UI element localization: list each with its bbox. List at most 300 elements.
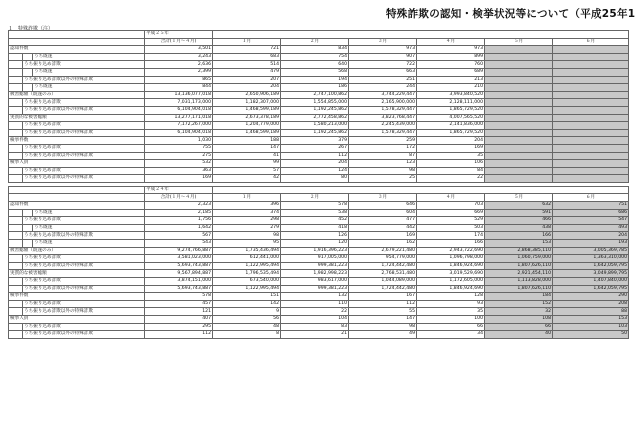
- month-cell: 1,642,059,795: [553, 262, 629, 270]
- total-cell: 3,581,023,000: [145, 255, 213, 263]
- month-cell: 120: [281, 240, 349, 248]
- table-row: [9, 61, 629, 69]
- month-cell: 57: [213, 167, 281, 175]
- table-row: [9, 202, 629, 210]
- month-cell: 80: [281, 175, 349, 183]
- indent-cell: [9, 61, 23, 69]
- month-cell: 1,724,442,480: [349, 262, 417, 270]
- month-cell: 999,381,223: [281, 285, 349, 293]
- indent-cell: [9, 217, 23, 225]
- table-row: [9, 68, 629, 76]
- year-row: [9, 31, 629, 39]
- month-cell: 1,468,599,189: [213, 106, 281, 114]
- month-cell: 66: [417, 323, 485, 331]
- row-label: うち既遂: [33, 224, 145, 232]
- month-cell: 1,916,396,223: [281, 247, 349, 255]
- total-cell: 3,501: [145, 46, 213, 54]
- total-cell: 567: [145, 232, 213, 240]
- blank-cell: [213, 31, 629, 39]
- table-row: [9, 84, 629, 92]
- month-cell: [553, 99, 629, 107]
- indent-cell: [9, 331, 23, 339]
- month-cell: 32: [485, 308, 553, 316]
- month-cell: 204: [213, 84, 281, 92]
- month-cell: [485, 114, 553, 122]
- month-cell: 2,943,722,690: [417, 247, 485, 255]
- indent-cell: [9, 152, 23, 160]
- month-cell: [553, 53, 629, 61]
- month-cell: [485, 167, 553, 175]
- month-cell: 108: [485, 315, 553, 323]
- table-row: [9, 293, 629, 301]
- month-cell: 1,796,535,494: [213, 270, 281, 278]
- month-cell: 760: [417, 61, 485, 69]
- month-cell: 112: [281, 152, 349, 160]
- month-cell: 1,113,828,000: [485, 278, 553, 286]
- row-label: うち既遂: [33, 209, 145, 217]
- total-cell: 169: [145, 175, 213, 183]
- month-cell: 396: [213, 202, 281, 210]
- table-row: [9, 285, 629, 293]
- month-cell: 124: [281, 167, 349, 175]
- month-header: １月: [213, 38, 281, 46]
- month-cell: [553, 114, 629, 122]
- row-label: うち振り込め詐欺: [23, 61, 145, 69]
- month-header: ３月: [349, 38, 417, 46]
- month-cell: 3,993,840,520: [417, 91, 485, 99]
- month-cell: 41: [213, 152, 281, 160]
- month-cell: 103: [553, 323, 629, 331]
- total-cell: 112: [145, 331, 213, 339]
- indent-cell: [9, 122, 23, 130]
- blank-cell: [213, 186, 629, 194]
- table-row: [9, 209, 629, 217]
- indent-cell: [9, 285, 23, 293]
- month-cell: [553, 61, 629, 69]
- month-cell: 1,554,855,000: [281, 99, 349, 107]
- total-cell: 13,136,077,018: [145, 91, 213, 99]
- month-cell: 1,580,213,000: [281, 122, 349, 130]
- month-cell: 834: [281, 46, 349, 54]
- row-label: 実質的な被害総額: [9, 114, 145, 122]
- month-cell: 493: [553, 224, 629, 232]
- row-label: うち振り込め詐欺: [23, 323, 145, 331]
- month-cell: [553, 129, 629, 137]
- total-cell: 295: [145, 323, 213, 331]
- month-cell: 547: [553, 217, 629, 225]
- month-cell: 166: [417, 240, 485, 248]
- indent-cell: [9, 76, 23, 84]
- total-cell: 2,323: [145, 202, 213, 210]
- table-row: [9, 122, 629, 130]
- month-cell: 152: [485, 300, 553, 308]
- month-cell: 9: [213, 308, 281, 316]
- row-label: 検挙人員: [9, 315, 145, 323]
- month-cell: 259: [349, 137, 417, 145]
- blank-cell: [9, 31, 145, 39]
- month-cell: 578: [281, 202, 349, 210]
- month-cell: 2,772,458,862: [281, 114, 349, 122]
- month-cell: 503: [417, 224, 485, 232]
- indent-cell: [23, 224, 33, 232]
- month-cell: [485, 46, 553, 54]
- month-cell: 84: [417, 167, 485, 175]
- month-cell: 1,807,626,110: [485, 262, 553, 270]
- month-cell: 42: [213, 175, 281, 183]
- month-cell: 899: [417, 53, 485, 61]
- month-cell: 1,192,245,862: [281, 106, 349, 114]
- month-cell: 1,192,245,862: [281, 129, 349, 137]
- month-cell: 147: [349, 315, 417, 323]
- total-cell: 7,031,173,000: [145, 99, 213, 107]
- year-label: 平成２５年: [145, 31, 213, 39]
- month-cell: [485, 99, 553, 107]
- row-label: うち振り込め詐欺以外の特殊詐欺: [23, 308, 145, 316]
- month-cell: 98: [349, 167, 417, 175]
- month-cell: 208: [553, 300, 629, 308]
- table-row: [9, 152, 629, 160]
- month-cell: 689: [417, 68, 485, 76]
- month-cell: 1,182,307,000: [213, 99, 281, 107]
- total-cell: 2,399: [145, 68, 213, 76]
- month-cell: 35: [417, 308, 485, 316]
- month-cell: [553, 84, 629, 92]
- month-cell: 917,005,000: [281, 255, 349, 263]
- table-row: [9, 144, 629, 152]
- month-cell: 99: [213, 160, 281, 168]
- month-cell: 151: [213, 293, 281, 301]
- month-cell: 646: [349, 202, 417, 210]
- month-cell: 213: [417, 76, 485, 84]
- row-label: うち振り込め詐欺: [23, 122, 145, 130]
- month-cell: 2,673,378,189: [213, 114, 281, 122]
- indent-cell: [9, 129, 23, 137]
- row-label: うち振り込め詐欺: [23, 217, 145, 225]
- month-cell: [553, 122, 629, 130]
- month-cell: 48: [213, 323, 281, 331]
- month-header: ２月: [281, 38, 349, 46]
- month-cell: [553, 175, 629, 183]
- month-cell: 2,747,100,862: [281, 91, 349, 99]
- indent-cell: [23, 53, 33, 61]
- blank-cell: [9, 186, 145, 194]
- month-cell: 722: [349, 61, 417, 69]
- month-cell: [553, 106, 629, 114]
- table-row: [9, 137, 629, 145]
- month-cell: 162: [349, 240, 417, 248]
- month-cell: [485, 84, 553, 92]
- total-cell: 9,567,894,887: [145, 270, 213, 278]
- total-cell: 3,874,151,000: [145, 278, 213, 286]
- table-row: [9, 91, 629, 99]
- statistics-table: [8, 30, 629, 339]
- month-cell: 2,921,454,110: [485, 270, 553, 278]
- row-label: うち振り込め詐欺: [23, 99, 145, 107]
- indent-cell: [9, 209, 23, 217]
- month-cell: 1,642,059,795: [553, 285, 629, 293]
- month-cell: 128: [417, 293, 485, 301]
- month-cell: [485, 91, 553, 99]
- month-cell: 167: [349, 293, 417, 301]
- month-cell: 93: [417, 300, 485, 308]
- indent-cell: [9, 167, 23, 175]
- indent-cell: [9, 300, 23, 308]
- month-cell: 169: [349, 232, 417, 240]
- row-label: うち振り込め詐欺以外の特殊詐欺: [23, 76, 145, 84]
- total-header: 合計(１月～４月): [145, 38, 213, 46]
- indent-cell: [9, 106, 23, 114]
- row-label: うち振り込め詐欺以外の特殊詐欺: [23, 285, 145, 293]
- table-row: [9, 114, 629, 122]
- indent-cell: [9, 99, 23, 107]
- year-row: [9, 186, 629, 194]
- month-cell: 2,141,836,000: [417, 122, 485, 130]
- indent-cell: [9, 255, 23, 263]
- month-cell: 479: [213, 68, 281, 76]
- month-cell: 35: [417, 152, 485, 160]
- year-label: 平成２４年: [145, 186, 213, 194]
- header-row: [9, 194, 629, 202]
- indent-cell: [9, 262, 23, 270]
- month-cell: 279: [213, 224, 281, 232]
- month-cell: 1,407,840,000: [553, 278, 629, 286]
- month-cell: 663: [349, 68, 417, 76]
- month-cell: 126: [281, 232, 349, 240]
- month-cell: 174: [417, 232, 485, 240]
- table-row: [9, 323, 629, 331]
- month-header: ５月: [485, 38, 553, 46]
- month-cell: 379: [281, 137, 349, 145]
- table-row: [9, 270, 629, 278]
- total-cell: 1,642: [145, 224, 213, 232]
- month-cell: 34: [417, 331, 485, 339]
- month-cell: [553, 160, 629, 168]
- month-cell: 66: [485, 323, 553, 331]
- month-cell: 477: [349, 217, 417, 225]
- month-cell: 999,381,223: [281, 262, 349, 270]
- row-label: うち既遂: [33, 68, 145, 76]
- total-cell: 1,030: [145, 137, 213, 145]
- month-cell: 640: [281, 61, 349, 69]
- total-cell: 865: [145, 76, 213, 84]
- month-cell: 204: [417, 137, 485, 145]
- table-row: [9, 300, 629, 308]
- month-cell: 683: [213, 53, 281, 61]
- row-label: うち既遂: [33, 53, 145, 61]
- month-cell: 3,019,529,690: [417, 270, 485, 278]
- month-cell: 568: [281, 68, 349, 76]
- indent-cell: [9, 278, 23, 286]
- month-header: ２月: [281, 194, 349, 202]
- month-cell: 2,165,900,000: [349, 99, 417, 107]
- month-cell: 153: [553, 315, 629, 323]
- indent-cell: [9, 144, 23, 152]
- month-cell: 56: [213, 315, 281, 323]
- month-cell: [553, 46, 629, 54]
- month-cell: [485, 68, 553, 76]
- table-row: [9, 167, 629, 175]
- month-cell: 95: [213, 240, 281, 248]
- month-cell: 1,578,329,447: [349, 106, 417, 114]
- month-cell: 1,122,995,494: [213, 262, 281, 270]
- month-cell: [553, 91, 629, 99]
- indent-cell: [9, 240, 23, 248]
- indent-cell: [9, 175, 23, 183]
- month-cell: 204: [553, 232, 629, 240]
- row-label: 検挙人員: [9, 160, 145, 168]
- month-cell: 1,735,436,494: [213, 247, 281, 255]
- month-cell: 2,245,439,000: [349, 122, 417, 130]
- row-label: うち既遂: [33, 240, 145, 248]
- month-cell: 538: [281, 209, 349, 217]
- month-cell: 98: [213, 232, 281, 240]
- month-cell: 1,044,089,000: [349, 278, 417, 286]
- month-cell: [553, 167, 629, 175]
- indent-cell: [9, 232, 23, 240]
- row-label: うち振り込め詐欺以外の特殊詐欺: [23, 106, 145, 114]
- row-label: うち振り込め詐欺以外の特殊詐欺: [23, 262, 145, 270]
- month-cell: 514: [213, 61, 281, 69]
- month-header: ４月: [417, 194, 485, 202]
- month-cell: 954,779,000: [349, 255, 417, 263]
- month-cell: 88: [553, 308, 629, 316]
- table-row: [9, 232, 629, 240]
- total-cell: 2,636: [145, 61, 213, 69]
- table-row: [9, 175, 629, 183]
- month-cell: 3,744,229,447: [349, 91, 417, 99]
- month-cell: 22: [417, 175, 485, 183]
- month-cell: [485, 122, 553, 130]
- month-cell: 1,122,995,494: [213, 285, 281, 293]
- month-cell: 466: [485, 217, 553, 225]
- month-cell: 50: [553, 331, 629, 339]
- month-cell: 49: [349, 331, 417, 339]
- total-cell: 275: [145, 152, 213, 160]
- month-cell: [485, 144, 553, 152]
- total-cell: 363: [145, 167, 213, 175]
- month-cell: 374: [213, 209, 281, 217]
- month-cell: [553, 76, 629, 84]
- month-cell: [485, 106, 553, 114]
- month-cell: 4,007,565,520: [417, 114, 485, 122]
- month-cell: 2,128,111,000: [417, 99, 485, 107]
- total-cell: 407: [145, 315, 213, 323]
- month-cell: 132: [281, 293, 349, 301]
- month-cell: 686: [553, 209, 629, 217]
- total-header: 合計(１月～４月): [145, 194, 213, 202]
- indent-cell: [9, 84, 23, 92]
- total-cell: 578: [145, 293, 213, 301]
- month-cell: 1,982,998,223: [281, 270, 349, 278]
- month-cell: [553, 137, 629, 145]
- row-label: 被害総額（既遂のみ）: [9, 247, 145, 255]
- month-cell: 8: [213, 331, 281, 339]
- table-row: [9, 315, 629, 323]
- month-cell: 1,096,798,000: [417, 255, 485, 263]
- month-cell: 55: [349, 308, 417, 316]
- table-row: [9, 262, 629, 270]
- month-cell: 604: [349, 209, 417, 217]
- month-cell: 983,617,000: [281, 278, 349, 286]
- month-cell: 3,049,899,795: [553, 270, 629, 278]
- month-cell: 1,846,924,690: [417, 262, 485, 270]
- month-cell: 973: [349, 46, 417, 54]
- total-cell: 6,104,904,018: [145, 129, 213, 137]
- blank-cell: [9, 38, 145, 46]
- month-cell: 612,441,000: [213, 255, 281, 263]
- month-cell: 1,578,329,447: [349, 129, 417, 137]
- month-cell: 2,679,221,480: [349, 247, 417, 255]
- row-label: 認知件数: [9, 46, 145, 54]
- month-cell: 3,005,369,785: [553, 247, 629, 255]
- month-cell: 87: [349, 152, 417, 160]
- total-cell: 5,693,743,887: [145, 285, 213, 293]
- table-row: [9, 53, 629, 61]
- month-cell: 2,768,531,480: [349, 270, 417, 278]
- month-cell: 169: [417, 144, 485, 152]
- month-cell: 106: [417, 160, 485, 168]
- indent-cell: [9, 323, 23, 331]
- table-row: [9, 76, 629, 84]
- month-cell: [485, 76, 553, 84]
- month-cell: 110: [281, 300, 349, 308]
- month-cell: 298: [213, 217, 281, 225]
- month-cell: [485, 160, 553, 168]
- indent-cell: [23, 68, 33, 76]
- month-cell: 1,172,605,000: [417, 278, 485, 286]
- month-cell: 193: [553, 240, 629, 248]
- month-cell: 142: [213, 300, 281, 308]
- month-cell: 153: [485, 240, 553, 248]
- month-cell: 21: [281, 331, 349, 339]
- blank-cell: [9, 194, 145, 202]
- month-header: ５月: [485, 194, 553, 202]
- table-row: [9, 224, 629, 232]
- month-cell: 204: [281, 160, 349, 168]
- month-cell: 754: [281, 53, 349, 61]
- total-cell: 755: [145, 144, 213, 152]
- month-cell: 669: [417, 209, 485, 217]
- month-header: ６月: [553, 38, 629, 46]
- month-cell: 188: [213, 137, 281, 145]
- month-cell: 104: [281, 315, 349, 323]
- month-cell: 973: [417, 46, 485, 54]
- table-row: [9, 240, 629, 248]
- indent-cell: [23, 209, 33, 217]
- indent-cell: [23, 240, 33, 248]
- month-cell: 703: [417, 202, 485, 210]
- month-cell: 186: [281, 84, 349, 92]
- table-row: [9, 46, 629, 54]
- total-cell: 13,277,171,018: [145, 114, 213, 122]
- month-cell: 100: [417, 315, 485, 323]
- total-cell: 121: [145, 308, 213, 316]
- row-label: うち振り込め詐欺: [23, 278, 145, 286]
- table-row: [9, 278, 629, 286]
- month-cell: 1,807,626,110: [485, 285, 553, 293]
- month-cell: 172: [349, 144, 417, 152]
- month-cell: 442: [349, 224, 417, 232]
- month-cell: 1,204,779,000: [213, 122, 281, 130]
- month-cell: 1,363,310,000: [553, 255, 629, 263]
- row-label: 検挙件数: [9, 137, 145, 145]
- table-row: [9, 160, 629, 168]
- table-row: [9, 129, 629, 137]
- month-cell: 418: [281, 224, 349, 232]
- month-cell: 2,650,906,189: [213, 91, 281, 99]
- month-cell: 98: [349, 323, 417, 331]
- month-cell: 267: [281, 144, 349, 152]
